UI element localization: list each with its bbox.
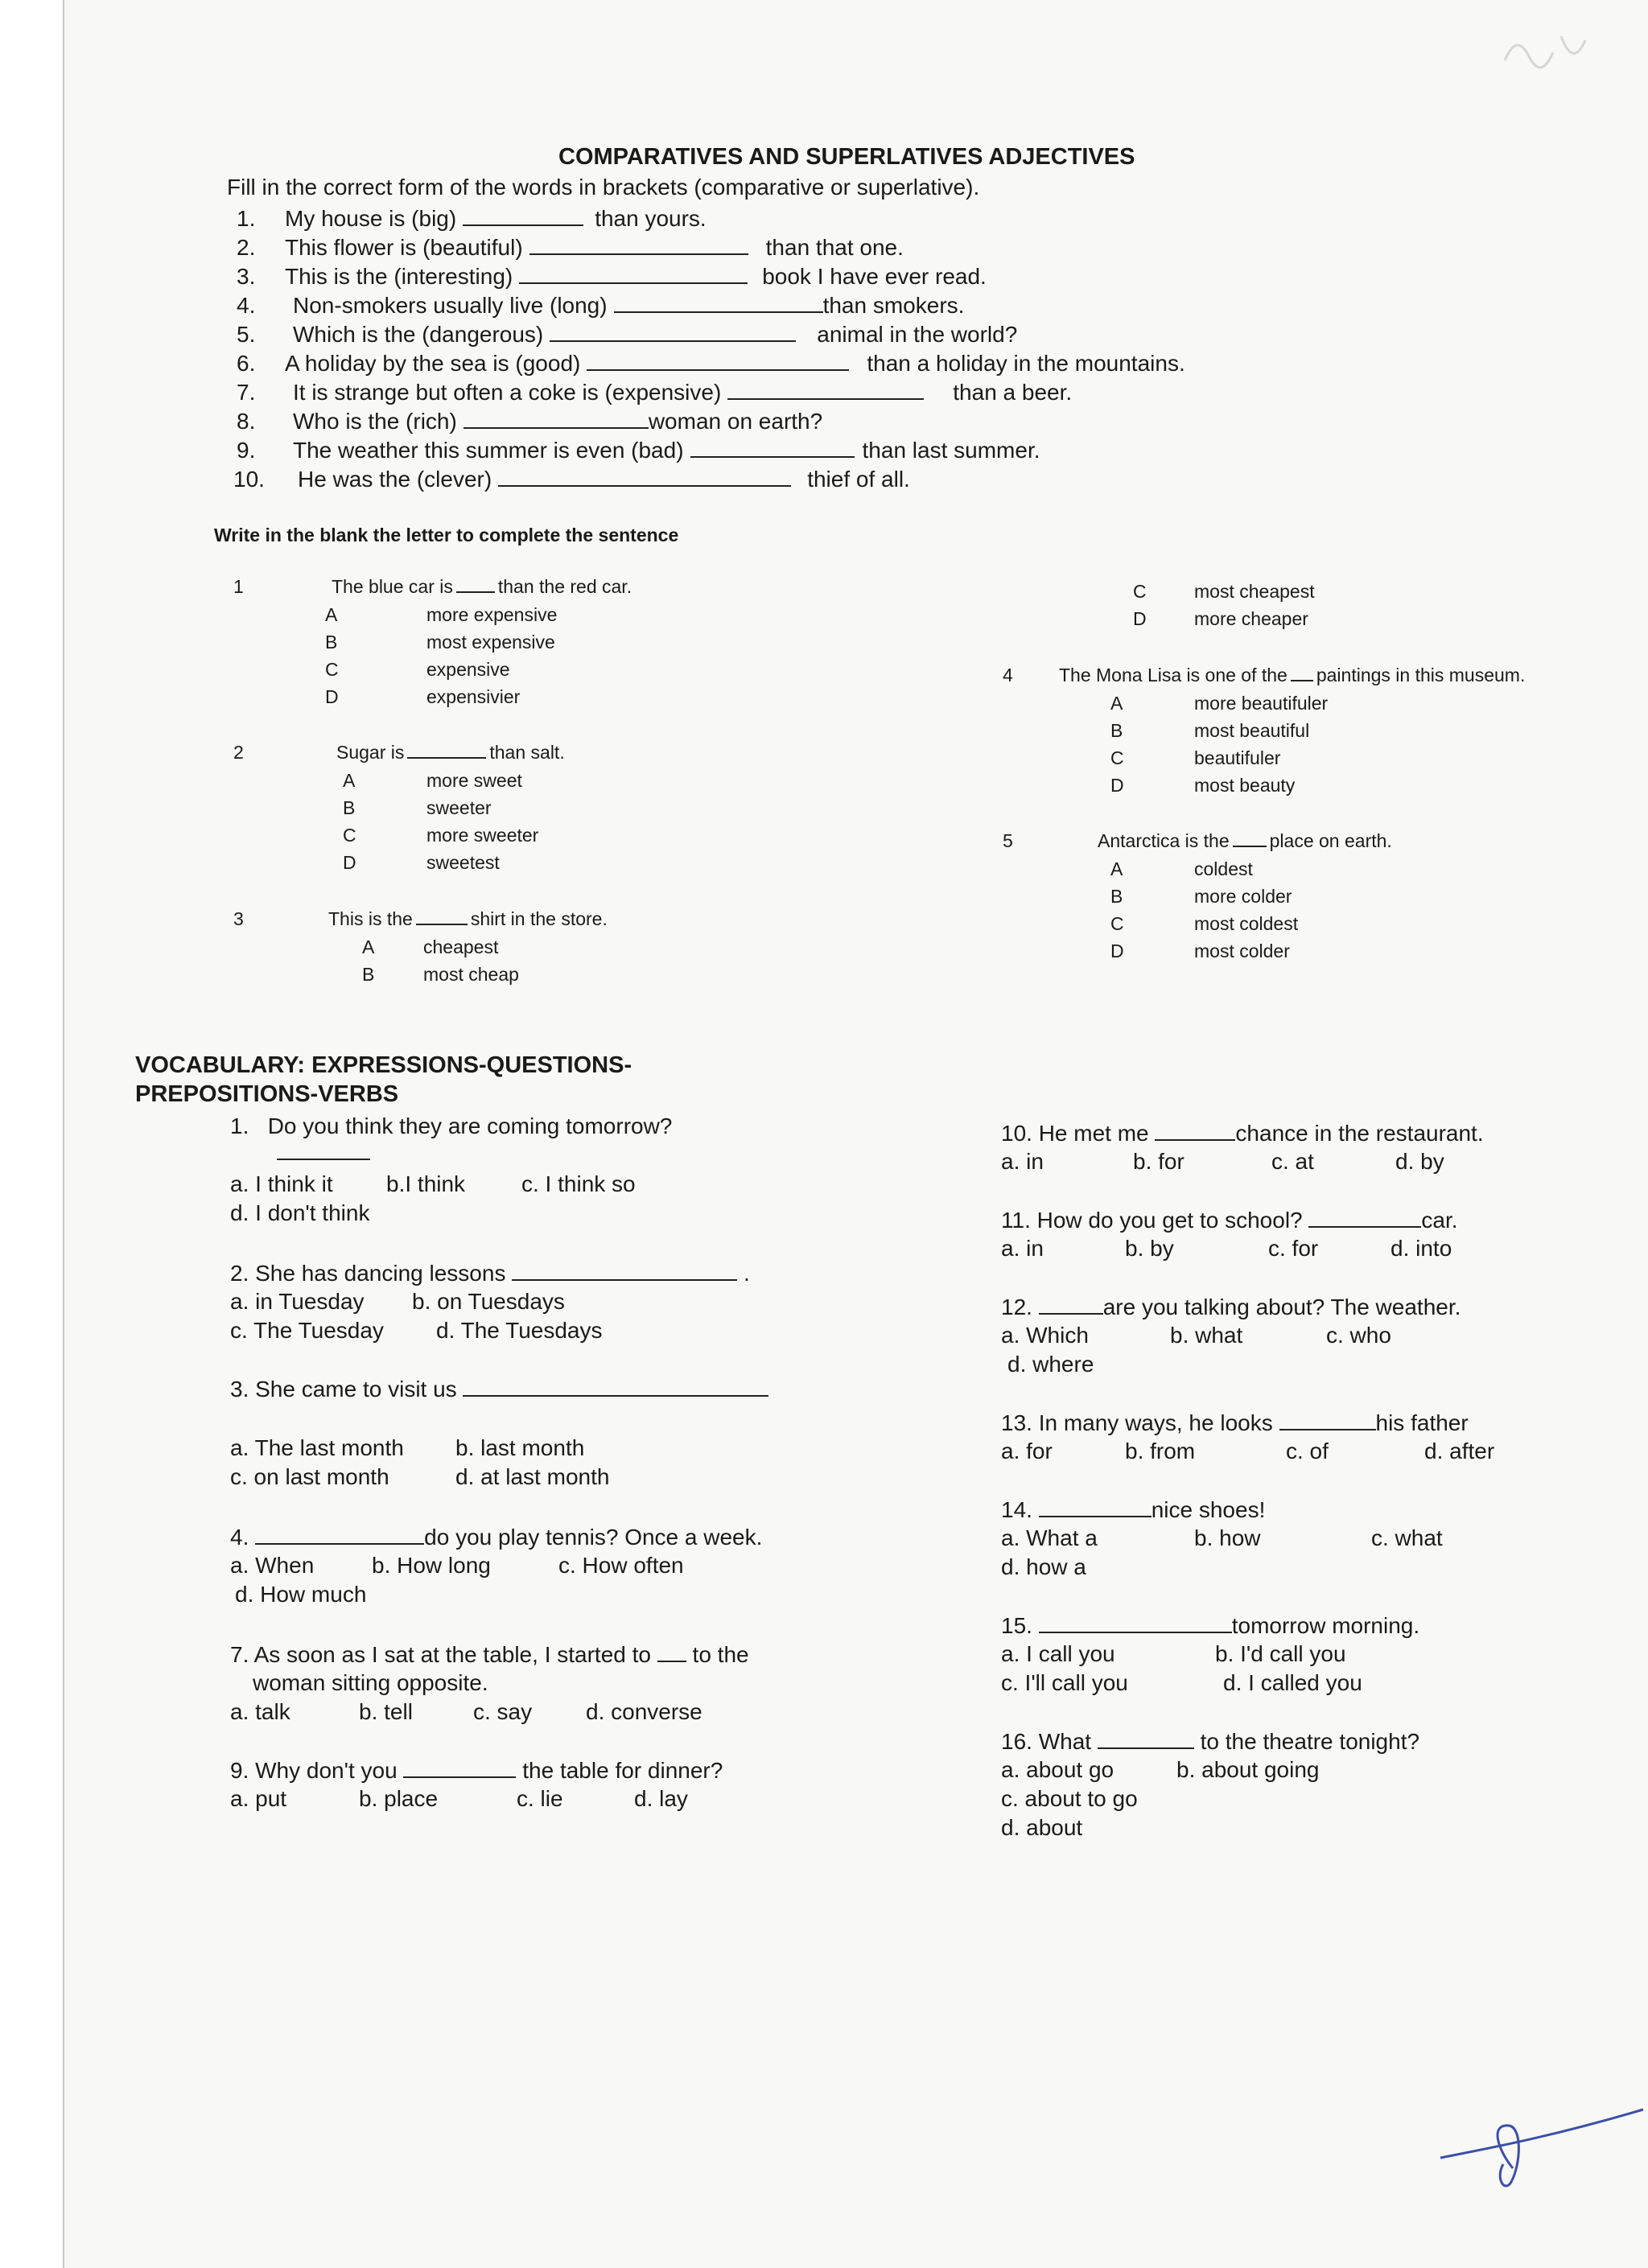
mc-option-letter: A <box>1110 693 1123 714</box>
mc-option-text: sweeter <box>426 797 492 818</box>
faint-handwriting-mark <box>1497 20 1593 76</box>
part1-item-blank[interactable] <box>727 379 924 400</box>
mc-option-text: most coldest <box>1194 913 1299 934</box>
mc-stem-after: than the red car. <box>497 576 632 597</box>
mc-option-text: most beautiful <box>1194 720 1310 741</box>
vocab-q3-opt-d: d. at last month <box>455 1464 610 1489</box>
part1-item-text: This is the (interesting) <box>285 264 513 289</box>
part1-item-blank[interactable] <box>587 350 849 371</box>
mc-option-letter: C <box>325 659 339 680</box>
mc-option-letter: B <box>362 964 375 985</box>
vocab-q14-opt-d: d. how a <box>1001 1554 1086 1579</box>
mc-option-text: beautifuler <box>1194 747 1281 768</box>
mc-option-letter: B <box>325 632 338 652</box>
mc-option-text: most expensive <box>426 632 555 652</box>
part1-item-number: 6. <box>237 351 256 376</box>
vocab-q11-after: car. <box>1421 1208 1458 1233</box>
part1-item-number: 7. <box>237 380 256 405</box>
vocab-q2-opt-d: d. The Tuesdays <box>436 1318 603 1343</box>
vocab-q13-blank[interactable] <box>1279 1410 1376 1430</box>
part1-item-number: 4. <box>237 293 256 318</box>
vocab-q2-opt-b: b. on Tuesdays <box>412 1289 565 1314</box>
part1-item-ending: than a beer. <box>953 380 1073 405</box>
vocab-q10-opt-c: c. at <box>1271 1149 1314 1174</box>
mc-stem-after: paintings in this museum. <box>1316 665 1526 685</box>
vocab-q2-end: . <box>744 1261 750 1286</box>
vocab-q10-blank[interactable] <box>1155 1120 1235 1141</box>
vocab-q3-opt-c: c. on last month <box>230 1464 389 1489</box>
vocab-q7 <box>230 1641 749 1668</box>
vocab-q16 <box>1001 1728 1419 1755</box>
part1-item-text: Who is the (rich) <box>293 409 457 434</box>
mc-option-letter: C <box>1110 747 1124 768</box>
vocab-q14-opt-c: c. what <box>1371 1525 1443 1550</box>
mc-option-letter: B <box>1110 720 1123 741</box>
mc-option-text: more sweet <box>426 770 522 791</box>
mc-answer-blank[interactable] <box>1233 831 1267 847</box>
part1-item <box>237 205 707 232</box>
mc-option-text: more sweeter <box>426 825 539 846</box>
part3-title-line1: VOCABULARY: EXPRESSIONS-QUESTIONS- <box>135 1052 632 1078</box>
part1-item-blank[interactable] <box>550 321 796 342</box>
vocab-q3-opt-b: b. last month <box>455 1435 585 1460</box>
vocab-q9-opt-b: b. place <box>359 1786 439 1811</box>
mc-option-letter: D <box>1133 608 1147 629</box>
part1-item-text: The weather this summer is even (bad) <box>293 438 684 463</box>
part1-item-ending: woman on earth? <box>648 409 823 434</box>
mc-option-text: most cheapest <box>1194 581 1315 602</box>
mc-question-stem <box>1098 830 1392 852</box>
part1-item-blank[interactable] <box>690 437 855 458</box>
mc-stem-before: This is the <box>328 908 413 929</box>
vocab-q2-opt-c: c. The Tuesday <box>230 1318 384 1343</box>
mc-option-text: most beauty <box>1194 775 1296 796</box>
vocab-q15-opt-d: d. I called you <box>1223 1670 1362 1695</box>
mc-option-text: more beautifuler <box>1194 693 1329 714</box>
part2-instruction: Write in the blank the letter to complete the sentence <box>214 525 679 545</box>
part1-item-ending: thief of all. <box>807 467 910 492</box>
vocab-q12-opt-a: a. Which <box>1001 1323 1089 1348</box>
vocab-q9-opt-c: c. lie <box>517 1786 563 1811</box>
vocab-q1-num: 1. <box>230 1113 249 1138</box>
part1-item <box>237 321 1017 348</box>
part1-item-number: 5. <box>237 322 256 347</box>
vocab-q4 <box>230 1524 762 1550</box>
part1-item-number: 2. <box>237 235 256 260</box>
vocab-q4-num: 4. <box>230 1525 249 1550</box>
vocab-q1-text: Do you think they are coming tomorrow? <box>267 1113 673 1138</box>
vocab-q13-opt-a: a. for <box>1001 1439 1053 1463</box>
vocab-q7-opt-d: d. converse <box>586 1699 702 1724</box>
mc-answer-blank[interactable] <box>407 743 486 759</box>
signature-mark <box>1432 2092 1648 2196</box>
vocab-q11-opt-c: c. for <box>1268 1236 1319 1261</box>
vocab-q12-opt-c: c. who <box>1326 1323 1391 1348</box>
vocab-q7-opt-b: b. tell <box>359 1699 413 1724</box>
mc-option-text: more colder <box>1194 886 1292 907</box>
vocab-q16-opt-d: d. about <box>1001 1815 1083 1840</box>
mc-option-text: most colder <box>1194 941 1290 961</box>
mc-option-letter: D <box>325 686 339 707</box>
vocab-q15-before: 15. <box>1001 1613 1032 1638</box>
vocab-q15-opt-c: c. I'll call you <box>1001 1670 1128 1695</box>
vocab-q14-opt-a: a. What a <box>1001 1525 1098 1550</box>
vocab-q15 <box>1001 1612 1419 1639</box>
mc-answer-blank[interactable] <box>1291 665 1313 681</box>
mc-option-text: more expensive <box>426 604 558 625</box>
part1-item-ending: than a holiday in the mountains. <box>867 351 1185 376</box>
part1-item-ending: than last summer. <box>862 438 1040 463</box>
part1-item-blank[interactable] <box>519 263 748 284</box>
part1-item <box>237 350 1185 377</box>
mc-question-number: 4 <box>1003 665 1013 685</box>
vocab-q7-line1: 7. As soon as I sat at the table, I started to <box>230 1642 651 1667</box>
vocab-q12-after: are you talking about? The weather. <box>1102 1295 1461 1319</box>
vocab-q11-opt-d: d. into <box>1390 1236 1452 1261</box>
vocab-q2-opt-a: a. in Tuesday <box>230 1289 365 1314</box>
vocab-q10-after: chance in the restaurant. <box>1235 1121 1484 1146</box>
part1-item-text: This flower is (beautiful) <box>285 235 523 260</box>
mc-option-letter: D <box>343 852 356 873</box>
part1-item-number: 8. <box>237 409 256 434</box>
vocab-q14-before: 14. <box>1001 1497 1032 1522</box>
part1-item-blank[interactable] <box>463 205 583 226</box>
mc-answer-blank[interactable] <box>416 909 468 925</box>
vocab-q12-before: 12. <box>1001 1295 1032 1319</box>
part1-item-ending: book I have ever read. <box>762 264 987 289</box>
vocab-q2-blank[interactable] <box>512 1260 737 1281</box>
part1-title: COMPARATIVES AND SUPERLATIVES ADJECTIVES <box>558 144 1135 170</box>
mc-stem-before: The Mona Lisa is one of the <box>1059 665 1288 685</box>
part1-item-ending: than smokers. <box>822 293 965 318</box>
part1-item-ending: animal in the world? <box>817 322 1018 347</box>
vocab-q13 <box>1001 1410 1469 1436</box>
part1-item-blank[interactable] <box>498 466 791 487</box>
page-edge <box>63 0 64 2268</box>
mc-option-text: coldest <box>1194 858 1253 879</box>
part1-item <box>237 437 1040 463</box>
mc-stem-before: The blue car is <box>332 576 453 597</box>
vocab-q4-opt-b: b. How long <box>372 1553 491 1578</box>
mc-option-letter: B <box>1110 886 1123 907</box>
mc-option-letter: A <box>325 604 338 625</box>
mc-option-letter: A <box>343 770 356 791</box>
part1-item-number: 9. <box>237 438 256 463</box>
part1-item-text: Non-smokers usually live (long) <box>293 293 608 318</box>
part1-instruction: Fill in the correct form of the words in brackets (comparative or superlative). <box>227 175 980 200</box>
part1-item-text: A holiday by the sea is (good) <box>285 351 581 376</box>
vocab-q15-opt-a: a. I call you <box>1001 1641 1115 1666</box>
vocab-q16-opt-c: c. about to go <box>1001 1786 1138 1811</box>
vocab-q1-opt-c: c. I think so <box>521 1171 636 1196</box>
vocab-q12 <box>1001 1294 1461 1320</box>
mc-question-number: 2 <box>233 742 244 763</box>
vocab-q14-opt-b: b. how <box>1194 1525 1261 1550</box>
vocab-q3 <box>230 1376 768 1402</box>
vocab-q11-before: 11. How do you get to school? <box>1001 1208 1303 1233</box>
part3-title-line2: PREPOSITIONS-VERBS <box>135 1081 399 1107</box>
vocab-q9-opt-a: a. put <box>230 1786 287 1811</box>
part1-item <box>233 466 910 492</box>
mc-option-text: cheapest <box>423 936 499 957</box>
part1-item-ending: than yours. <box>595 206 707 231</box>
vocab-q3-text: 3. She came to visit us <box>230 1377 457 1402</box>
vocab-q16-after: to the theatre tonight? <box>1200 1729 1420 1754</box>
vocab-q9-before: 9. Why don't you <box>230 1758 398 1783</box>
mc-stem-before: Antarctica is the <box>1098 830 1230 851</box>
mc-option-letter: C <box>343 825 356 846</box>
vocab-q1-opt-a: a. I think it <box>230 1171 333 1196</box>
vocab-q1 <box>230 1113 672 1139</box>
vocab-q15-opt-b: b. I'd call you <box>1215 1641 1346 1666</box>
vocab-q11-opt-b: b. by <box>1125 1236 1174 1261</box>
part1-item-text: He was the (clever) <box>298 467 492 492</box>
vocab-q16-opt-a: a. about go <box>1001 1757 1114 1782</box>
vocab-q2-text: 2. She has dancing lessons <box>230 1261 506 1286</box>
vocab-q13-before: 13. In many ways, he looks <box>1001 1410 1273 1435</box>
part1-item-blank[interactable] <box>464 408 649 429</box>
vocab-q11-opt-a: a. in <box>1001 1236 1044 1261</box>
part1-item-text: Which is the (dangerous) <box>293 322 544 347</box>
mc-question-stem <box>332 576 632 598</box>
part1-item-number: 10. <box>233 467 265 492</box>
vocab-q9 <box>230 1757 723 1784</box>
vocab-q14-after: nice shoes! <box>1151 1497 1266 1522</box>
mc-stem-after: shirt in the store. <box>470 908 608 929</box>
vocab-q7-opt-a: a. talk <box>230 1699 290 1724</box>
vocab-q15-after: tomorrow morning. <box>1231 1613 1420 1638</box>
mc-answer-blank[interactable] <box>456 577 495 593</box>
vocab-q2 <box>230 1260 750 1286</box>
vocab-q9-blank[interactable] <box>403 1757 516 1778</box>
part1-item <box>237 379 1072 405</box>
vocab-q10-opt-d: d. by <box>1395 1149 1444 1174</box>
mc-stem-after: place on earth. <box>1269 830 1392 851</box>
part1-item-text: My house is (big) <box>285 206 457 231</box>
vocab-q4-text: do you play tennis? Once a week. <box>424 1525 763 1550</box>
vocab-q9-after: the table for dinner? <box>522 1758 723 1783</box>
vocab-q16-opt-b: b. about going <box>1176 1757 1320 1782</box>
mc-question-stem <box>336 742 565 764</box>
vocab-q4-opt-a: a. When <box>230 1553 315 1578</box>
vocab-q7-blank[interactable] <box>657 1641 686 1662</box>
vocab-q11 <box>1001 1207 1458 1233</box>
part1-item <box>237 263 987 290</box>
vocab-q12-opt-b: b. what <box>1170 1323 1243 1348</box>
part1-item-number: 3. <box>237 264 256 289</box>
vocab-q16-before: 16. What <box>1001 1729 1092 1754</box>
vocab-q12-blank[interactable] <box>1039 1294 1103 1315</box>
vocab-q13-after: his father <box>1375 1410 1469 1435</box>
mc-option-text: more cheaper <box>1194 608 1308 629</box>
mc-question-number: 3 <box>233 908 244 929</box>
mc-question-number: 5 <box>1003 830 1013 851</box>
mc-option-letter: C <box>1133 581 1147 602</box>
mc-option-text: expensive <box>426 659 510 680</box>
mc-option-letter: B <box>343 797 356 818</box>
vocab-q7-line2: woman sitting opposite. <box>253 1670 488 1695</box>
part1-item-ending: than that one. <box>765 235 904 260</box>
part1-item-text: It is strange but often a coke is (expensive) <box>293 380 722 405</box>
vocab-q14-blank[interactable] <box>1039 1496 1152 1517</box>
vocab-q11-blank[interactable] <box>1308 1207 1421 1228</box>
mc-stem-before: Sugar is <box>336 742 405 763</box>
mc-option-letter: D <box>1110 775 1124 796</box>
mc-option-letter: C <box>1110 913 1124 934</box>
mc-option-text: most cheap <box>423 964 519 985</box>
mc-question-stem <box>1059 665 1525 686</box>
vocab-q4-opt-c: c. How often <box>558 1553 684 1578</box>
mc-option-letter: D <box>1110 941 1124 961</box>
part1-item-blank[interactable] <box>529 234 748 255</box>
mc-stem-after: than salt. <box>489 742 565 763</box>
vocab-q12-opt-d: d. where <box>1007 1352 1094 1377</box>
part1-item <box>237 408 822 434</box>
vocab-q10-opt-b: b. for <box>1133 1149 1184 1174</box>
vocab-q3-opt-a: a. The last month <box>230 1435 404 1460</box>
vocab-q13-opt-b: b. from <box>1125 1439 1196 1463</box>
vocab-q13-opt-c: c. of <box>1286 1439 1329 1463</box>
vocab-q13-opt-d: d. after <box>1424 1439 1495 1463</box>
part1-item-blank[interactable] <box>614 292 823 313</box>
mc-option-text: expensivier <box>426 686 521 707</box>
vocab-q10-before: 10. He met me <box>1001 1121 1149 1146</box>
vocab-q1-opt-d: d. I don't think <box>230 1200 370 1225</box>
mc-option-letter: A <box>1110 858 1123 879</box>
part1-item-number: 1. <box>237 206 256 231</box>
mc-question-number: 1 <box>233 576 244 597</box>
vocab-q9-opt-d: d. lay <box>634 1786 688 1811</box>
vocab-q10 <box>1001 1120 1484 1146</box>
vocab-q14 <box>1001 1496 1265 1523</box>
vocab-q16-blank[interactable] <box>1098 1728 1194 1749</box>
mc-option-letter: A <box>362 936 375 957</box>
vocab-q7-line1-end: to the <box>692 1642 749 1667</box>
vocab-q4-blank[interactable] <box>255 1524 424 1545</box>
part1-item <box>237 292 964 319</box>
vocab-q10-opt-a: a. in <box>1001 1149 1044 1174</box>
vocab-q1-opt-b: b.I think <box>386 1171 466 1196</box>
mc-option-text: sweetest <box>426 852 500 873</box>
vocab-q3-blank[interactable] <box>463 1376 768 1397</box>
part1-item <box>237 234 904 261</box>
mc-question-stem <box>328 908 608 930</box>
vocab-q1-blank[interactable] <box>277 1159 370 1160</box>
vocab-q7-opt-c: c. say <box>473 1699 533 1724</box>
vocab-q4-opt-d: d. How much <box>235 1582 367 1607</box>
vocab-q15-blank[interactable] <box>1039 1612 1232 1633</box>
